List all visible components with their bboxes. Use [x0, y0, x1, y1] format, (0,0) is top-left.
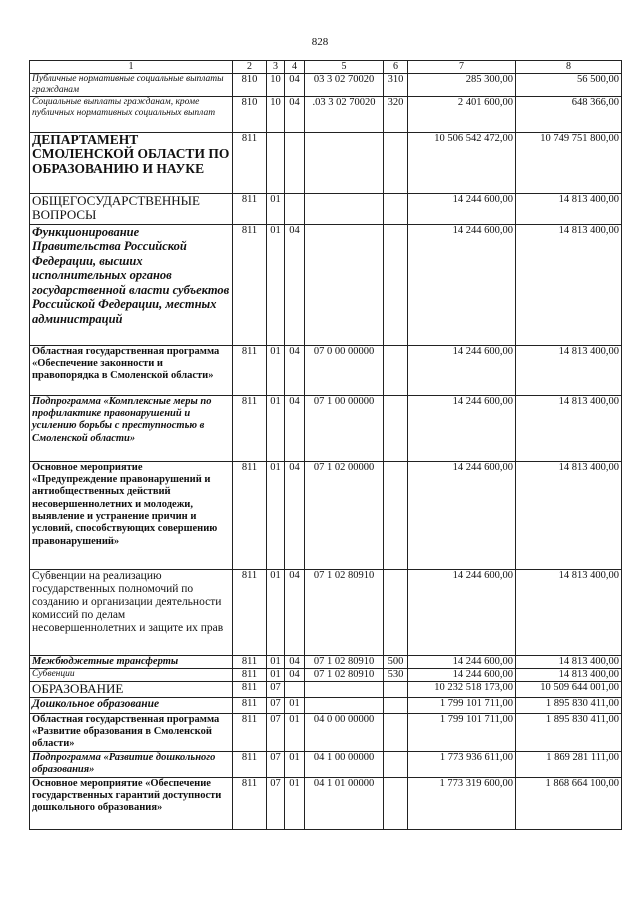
- code-target: 07 1 00 00000: [305, 395, 384, 461]
- amount-year-1: 14 244 600,00: [408, 569, 516, 655]
- row-name: Межбюджетные трансферты: [30, 655, 233, 668]
- code-target: [305, 697, 384, 713]
- code-target: 04 1 01 00000: [305, 777, 384, 829]
- row-name: Социальные выплаты гражданам, кроме публичных нормативных социальных выплат: [30, 96, 233, 132]
- code-expense-type: [384, 224, 408, 345]
- code-subsection: 04: [285, 655, 305, 668]
- code-section: 01: [267, 461, 285, 569]
- code-expense-type: [384, 461, 408, 569]
- table-row: [30, 697, 622, 713]
- amount-year-1: 14 244 600,00: [408, 193, 516, 224]
- table-row: [30, 682, 622, 697]
- code-section: 01: [267, 193, 285, 224]
- row-name: Основное мероприятие «Предупреждение правонарушений и антиобщественных действий несовершеннолетних и молодежи, выявление и устранение причин и условий, способствующих совершению правонарушений»: [30, 461, 233, 569]
- table-row: [30, 751, 622, 777]
- table-row: [30, 777, 622, 829]
- amount-year-2: 10 509 644 001,00: [516, 682, 622, 697]
- code-subsection: 04: [285, 96, 305, 132]
- code-target: 04 0 00 00000: [305, 713, 384, 751]
- amount-year-1: 14 244 600,00: [408, 224, 516, 345]
- row-name: Подпрограмма «Комплексные меры по профилактике правонарушений и усилению борьбы с преступностью в Смоленской области»: [30, 395, 233, 461]
- code-admin: 811: [233, 697, 267, 713]
- code-target: 07 1 02 00000: [305, 461, 384, 569]
- code-expense-type: [384, 713, 408, 751]
- table-row: [30, 461, 622, 569]
- code-subsection: 04: [285, 461, 305, 569]
- budget-table: [29, 60, 622, 830]
- amount-year-2: 14 813 400,00: [516, 461, 622, 569]
- code-admin: 811: [233, 777, 267, 829]
- code-subsection: 01: [285, 697, 305, 713]
- code-subsection: 04: [285, 73, 305, 96]
- row-name: Областная государственная программа «Развитие образования в Смоленской области»: [30, 713, 233, 751]
- code-subsection: 01: [285, 777, 305, 829]
- amount-year-2: 14 813 400,00: [516, 569, 622, 655]
- code-admin: 811: [233, 345, 267, 395]
- code-section: 01: [267, 395, 285, 461]
- row-name: Субвенции: [30, 669, 233, 682]
- amount-year-1: 10 232 518 173,00: [408, 682, 516, 697]
- code-expense-type: 530: [384, 669, 408, 682]
- code-subsection: [285, 682, 305, 697]
- code-subsection: [285, 132, 305, 193]
- amount-year-2: 14 813 400,00: [516, 345, 622, 395]
- table-row: [30, 73, 622, 96]
- code-target: 03 3 02 70020: [305, 73, 384, 96]
- code-expense-type: [384, 395, 408, 461]
- code-admin: 811: [233, 224, 267, 345]
- row-name: Субвенции на реализацию государственных полномочий по созданию и организации деятельности комиссий по делам несовершеннолетних и защите их прав: [30, 569, 233, 655]
- amount-year-2: 14 813 400,00: [516, 395, 622, 461]
- amount-year-1: 14 244 600,00: [408, 345, 516, 395]
- table-row: [30, 96, 622, 132]
- row-name: Дошкольное образование: [30, 697, 233, 713]
- amount-year-2: 14 813 400,00: [516, 193, 622, 224]
- table-row: [30, 224, 622, 345]
- code-target: 07 1 02 80910: [305, 669, 384, 682]
- table-row: [30, 669, 622, 682]
- row-name: ОБЩЕГОСУДАРСТВЕННЫЕ ВОПРОСЫ: [30, 193, 233, 224]
- code-target: 04 1 00 00000: [305, 751, 384, 777]
- amount-year-2: 56 500,00: [516, 73, 622, 96]
- row-name: ОБРАЗОВАНИЕ: [30, 682, 233, 697]
- code-section: 07: [267, 751, 285, 777]
- code-target: .03 3 02 70020: [305, 96, 384, 132]
- amount-year-2: 10 749 751 800,00: [516, 132, 622, 193]
- amount-year-1: 1 773 319 600,00: [408, 777, 516, 829]
- code-expense-type: [384, 345, 408, 395]
- code-target: [305, 224, 384, 345]
- table-row: [30, 569, 622, 655]
- code-subsection: 01: [285, 713, 305, 751]
- code-target: [305, 682, 384, 697]
- column-number: 1: [30, 61, 233, 74]
- code-section: [267, 132, 285, 193]
- column-number: 5: [305, 61, 384, 74]
- code-expense-type: 500: [384, 655, 408, 668]
- code-subsection: 04: [285, 345, 305, 395]
- column-number-row: [30, 61, 622, 74]
- column-number: 2: [233, 61, 267, 74]
- code-target: [305, 132, 384, 193]
- amount-year-1: 2 401 600,00: [408, 96, 516, 132]
- code-expense-type: [384, 193, 408, 224]
- amount-year-1: 1 773 936 611,00: [408, 751, 516, 777]
- code-section: 01: [267, 569, 285, 655]
- code-section: 07: [267, 713, 285, 751]
- code-expense-type: 310: [384, 73, 408, 96]
- column-number: 6: [384, 61, 408, 74]
- amount-year-2: 1 868 664 100,00: [516, 777, 622, 829]
- code-admin: 811: [233, 569, 267, 655]
- table-row: [30, 345, 622, 395]
- code-section: 10: [267, 73, 285, 96]
- code-admin: 811: [233, 395, 267, 461]
- code-expense-type: [384, 569, 408, 655]
- amount-year-2: 14 813 400,00: [516, 224, 622, 345]
- code-admin: 811: [233, 751, 267, 777]
- column-number: 7: [408, 61, 516, 74]
- code-section: 01: [267, 224, 285, 345]
- row-name: Функционирование Правительства Российской Федерации, высших исполнительных органов государственной власти субъектов Российской Федерации, местных администраций: [30, 224, 233, 345]
- amount-year-1: 285 300,00: [408, 73, 516, 96]
- row-name: Подпрограмма «Развитие дошкольного образования»: [30, 751, 233, 777]
- code-expense-type: [384, 697, 408, 713]
- code-subsection: 01: [285, 751, 305, 777]
- code-admin: 811: [233, 713, 267, 751]
- code-section: 07: [267, 777, 285, 829]
- code-admin: 810: [233, 96, 267, 132]
- code-section: 07: [267, 697, 285, 713]
- code-admin: 810: [233, 73, 267, 96]
- code-admin: 811: [233, 655, 267, 668]
- table-row: [30, 395, 622, 461]
- code-section: 01: [267, 345, 285, 395]
- row-name: Основное мероприятие «Обеспечение государственных гарантий доступности дошкольного образования»: [30, 777, 233, 829]
- code-section: 01: [267, 669, 285, 682]
- amount-year-2: 648 366,00: [516, 96, 622, 132]
- amount-year-1: 14 244 600,00: [408, 395, 516, 461]
- code-expense-type: [384, 751, 408, 777]
- row-name: ДЕПАРТАМЕНТ СМОЛЕНСКОЙ ОБЛАСТИ ПО ОБРАЗОВАНИЮ И НАУКЕ: [30, 132, 233, 193]
- code-expense-type: [384, 777, 408, 829]
- table-row: [30, 655, 622, 668]
- column-number: 8: [516, 61, 622, 74]
- amount-year-1: 14 244 600,00: [408, 461, 516, 569]
- amount-year-1: 1 799 101 711,00: [408, 713, 516, 751]
- amount-year-2: 1 895 830 411,00: [516, 713, 622, 751]
- code-expense-type: 320: [384, 96, 408, 132]
- code-subsection: [285, 193, 305, 224]
- page-number: 828: [311, 36, 329, 48]
- amount-year-2: 1 869 281 111,00: [516, 751, 622, 777]
- row-name: Областная государственная программа «Обеспечение законности и правопорядка в Смоленской области»: [30, 345, 233, 395]
- amount-year-1: 14 244 600,00: [408, 669, 516, 682]
- code-target: [305, 193, 384, 224]
- code-section: 07: [267, 682, 285, 697]
- amount-year-2: 14 813 400,00: [516, 669, 622, 682]
- amount-year-2: 14 813 400,00: [516, 655, 622, 668]
- code-admin: 811: [233, 669, 267, 682]
- table-row: [30, 713, 622, 751]
- code-section: 10: [267, 96, 285, 132]
- amount-year-1: 10 506 542 472,00: [408, 132, 516, 193]
- code-subsection: 04: [285, 669, 305, 682]
- code-admin: 811: [233, 132, 267, 193]
- code-target: 07 0 00 00000: [305, 345, 384, 395]
- row-name: Публичные нормативные социальные выплаты гражданам: [30, 73, 233, 96]
- code-admin: 811: [233, 193, 267, 224]
- column-number: 4: [285, 61, 305, 74]
- code-expense-type: [384, 682, 408, 697]
- code-subsection: 04: [285, 224, 305, 345]
- table-row: [30, 193, 622, 224]
- table-row: [30, 132, 622, 193]
- code-subsection: 04: [285, 569, 305, 655]
- code-admin: 811: [233, 461, 267, 569]
- amount-year-2: 1 895 830 411,00: [516, 697, 622, 713]
- code-expense-type: [384, 132, 408, 193]
- code-section: 01: [267, 655, 285, 668]
- code-subsection: 04: [285, 395, 305, 461]
- amount-year-1: 1 799 101 711,00: [408, 697, 516, 713]
- code-target: 07 1 02 80910: [305, 655, 384, 668]
- code-admin: 811: [233, 682, 267, 697]
- amount-year-1: 14 244 600,00: [408, 655, 516, 668]
- code-target: 07 1 02 80910: [305, 569, 384, 655]
- column-number: 3: [267, 61, 285, 74]
